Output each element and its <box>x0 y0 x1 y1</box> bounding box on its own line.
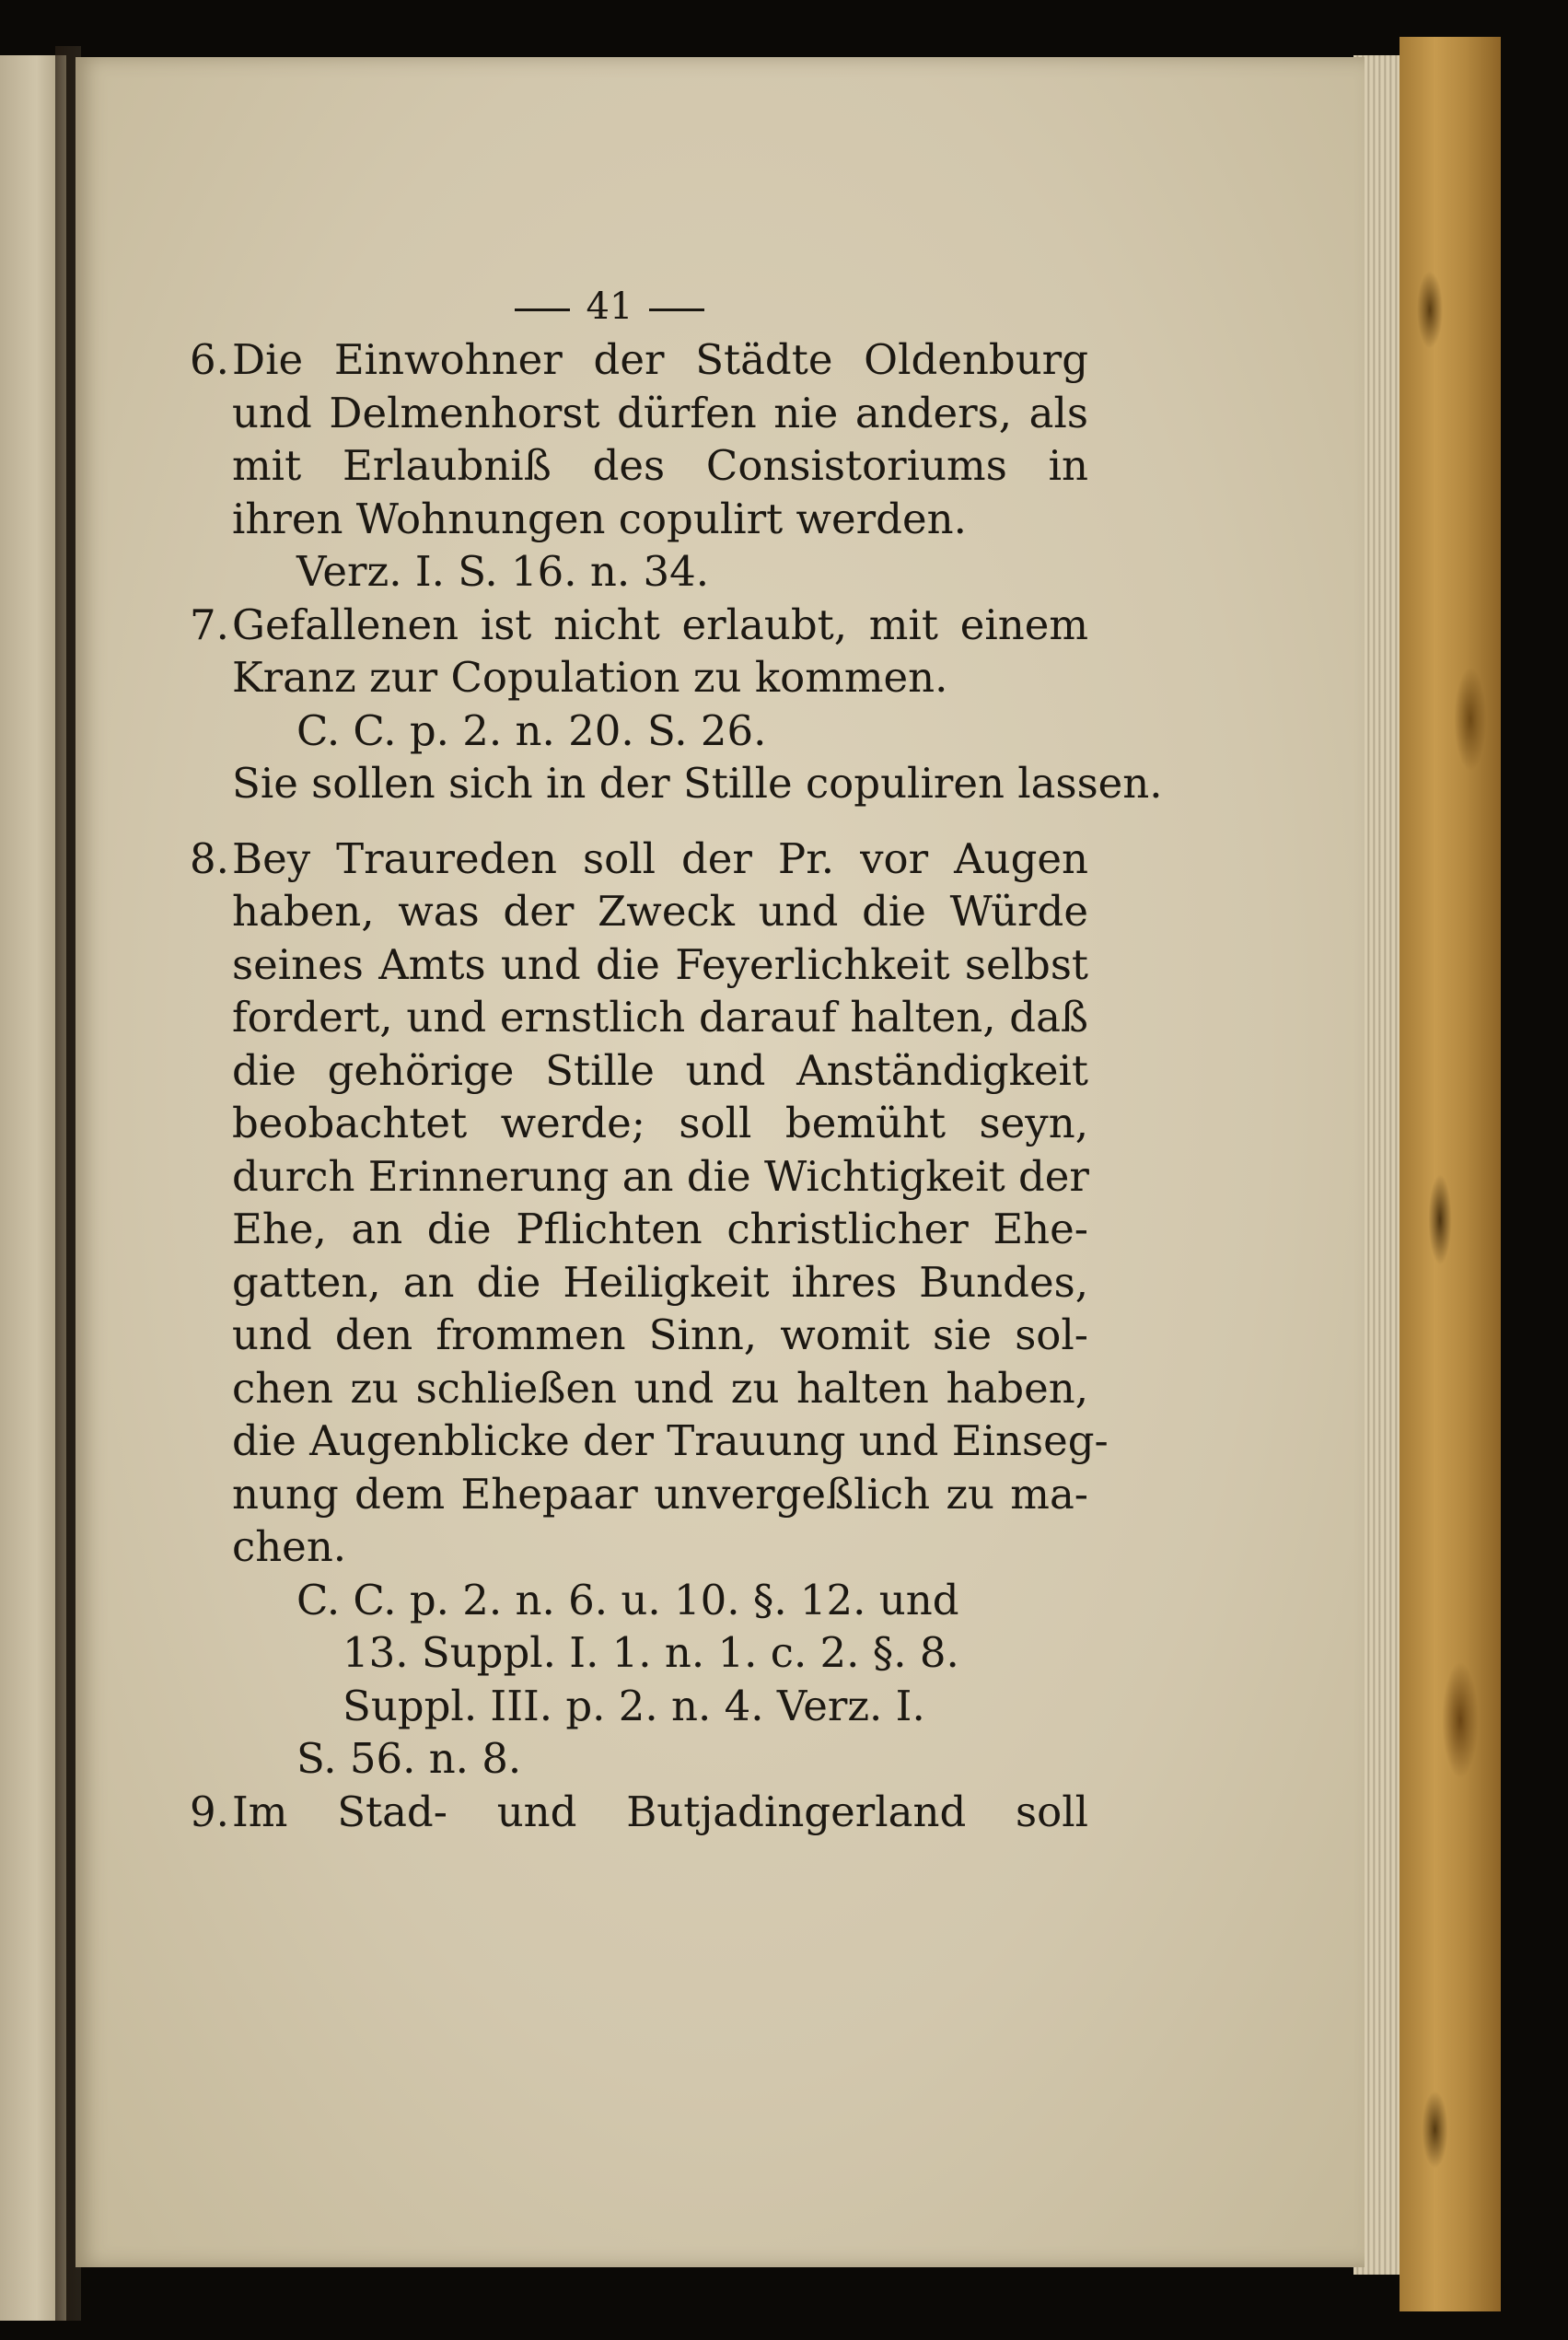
header-dash-left <box>515 309 570 311</box>
page-number: 41 <box>586 285 633 328</box>
text-line: die gehörige Stille und Anständigkeit <box>232 1045 1088 1095</box>
page-header <box>471 285 748 328</box>
text-line: Ehe, an die Pflichten christlicher Ehe- <box>232 1205 1088 1253</box>
reference-line: Suppl. III. p. 2. n. 4. Verz. I. <box>343 1681 925 1730</box>
text-line: Kranz zur Copulation zu kommen. <box>232 653 948 702</box>
text-line: Gefallenen ist nicht erlaubt, mit einem <box>232 600 1088 649</box>
reference-line: C. C. p. 2. n. 20. S. 26. <box>296 705 767 755</box>
book-page <box>75 57 1365 2267</box>
reference-line: Verz. I. S. 16. n. 34. <box>296 547 710 596</box>
text-line: Im Stad- und Butjadingerland soll <box>232 1787 1088 1836</box>
reference-line: 13. Suppl. I. 1. n. 1. c. 2. §. 8. <box>343 1628 959 1677</box>
entry-8 <box>190 832 1109 1786</box>
text-line: fordert, und ernstlich darauf halten, daß <box>232 993 1088 1042</box>
text-line: Bey Traureden soll der Pr. vor Augen <box>232 833 1088 883</box>
text-line: Sie sollen sich in der Stille copuliren lassen. <box>232 759 1163 808</box>
text-line: gatten, an die Heiligkeit ihres Bundes, <box>232 1257 1088 1307</box>
text-line: nung dem Ehepaar unvergeßlich zu ma- <box>232 1469 1088 1519</box>
text-line: und Delmenhorst dürfen nie anders, als <box>232 388 1088 437</box>
text-line: haben, was der Zweck und die Würde <box>232 887 1088 936</box>
page-text <box>190 333 1163 1838</box>
entry-number: 6. <box>190 335 229 384</box>
entry-7 <box>190 599 1163 810</box>
text-line: und den frommen Sinn, womit sie sol- <box>232 1310 1088 1359</box>
text-line: seines Amts und die Feyerlichkeit selbst <box>232 939 1088 989</box>
text-line: durch Erinnerung an die Wichtigkeit der <box>232 1151 1089 1201</box>
entry-number: 9. <box>190 1787 229 1836</box>
text-line: ihren Wohnungen copulirt werden. <box>232 494 967 543</box>
text-line: die Augenblicke der Trauung und Einseg- <box>232 1416 1109 1465</box>
reference-line: C. C. p. 2. n. 6. u. 10. §. 12. und <box>296 1575 959 1624</box>
header-dash-right <box>649 309 704 311</box>
text-line: mit Erlaubniß des Consistoriums in <box>232 441 1088 490</box>
entry-number: 8. <box>190 833 229 883</box>
entry-9 <box>190 1786 1088 1839</box>
entry-number: 7. <box>190 600 229 649</box>
text-line: chen. <box>232 1522 347 1571</box>
paragraph-gap <box>232 810 1088 832</box>
reference-line: S. 56. n. 8. <box>296 1734 522 1783</box>
text-line: Die Einwohner der Städte Oldenburg <box>232 335 1088 384</box>
entry-6 <box>190 333 1088 599</box>
text-line: beobachtet werde; soll bemüht seyn, <box>232 1099 1088 1147</box>
marbled-cover <box>1400 37 1501 2311</box>
text-line: chen zu schließen und zu halten haben, <box>232 1363 1088 1413</box>
